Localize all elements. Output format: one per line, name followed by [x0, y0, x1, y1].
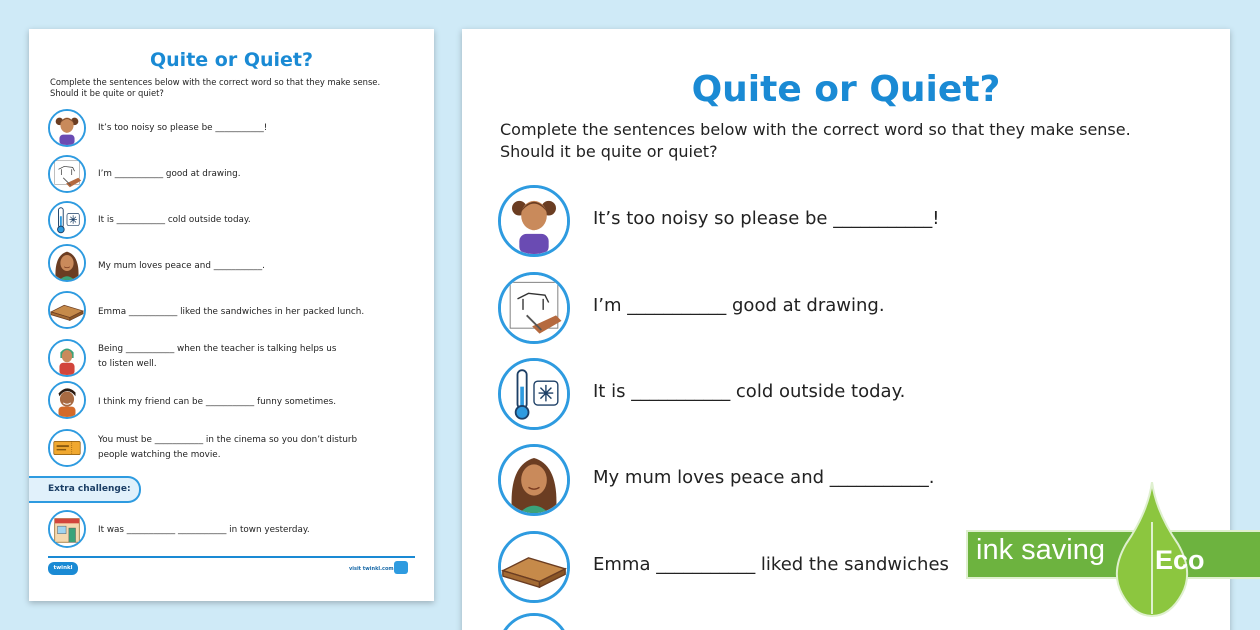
thumbnail-sentence-6: Being ___________ when the teacher is talking helps us to listen well.	[48, 339, 428, 379]
cinema-ticket-icon	[48, 429, 86, 467]
thumbnail-sentence-1: It’s too noisy so please be ___________!	[48, 109, 428, 149]
eco-label: Eco	[1155, 545, 1205, 575]
sentence-2: I’m ___________ good at drawing.	[498, 272, 1198, 348]
sentence-5: Emma ___________ liked the sandwiches	[498, 531, 1198, 607]
thumbnail-extra-sentence: It was ___________ ___________ in town yesterday.	[48, 510, 428, 550]
teacher-icon	[48, 339, 86, 377]
mum-icon	[48, 244, 86, 282]
worksheet-thumbnail[interactable]	[29, 29, 434, 601]
twinkl-logo: twinkl	[48, 562, 78, 575]
ink-saving-text: ink saving	[976, 534, 1105, 566]
girl-shush-icon	[498, 185, 570, 257]
worksheet-title: Quite or Quiet?	[691, 69, 1001, 110]
sandwich-icon	[498, 531, 570, 603]
sandwich-icon	[48, 291, 86, 329]
drawing-icon	[48, 155, 86, 193]
thumbnail-sentence-8: You must be ___________ in the cinema so you don’t disturb people watching the movie.	[48, 429, 428, 469]
thumbnail-sentence-3: It is ___________ cold outside today.	[48, 201, 428, 241]
sentence-3: It is ___________ cold outside today.	[498, 358, 1198, 434]
sentence-1: It’s too noisy so please be ___________!	[498, 185, 1198, 261]
thumbnail-sentence-2: I’m ___________ good at drawing.	[48, 155, 428, 195]
drawing-icon	[498, 272, 570, 344]
thumbnail-instructions: Complete the sentences below with the correct word so that they make sense. Should it be quite or quiet?	[50, 77, 381, 98]
thermometer-icon	[498, 358, 570, 430]
ink-saving-eco-badge	[966, 482, 1260, 630]
teacher-icon	[498, 613, 570, 630]
thumbnail-sentence-4: My mum loves peace and ___________.	[48, 244, 428, 284]
twinkl-badge-icon	[394, 561, 408, 574]
footer-url: visit twinkl.com	[349, 566, 394, 572]
girl-shush-icon	[48, 109, 86, 147]
footer-divider	[48, 556, 415, 558]
extra-challenge-tab: Extra challenge:	[29, 476, 141, 503]
shop-icon	[48, 510, 86, 548]
thumbnail-sentence-5: Emma ___________ liked the sandwiches in her packed lunch.	[48, 291, 428, 331]
mum-icon	[498, 444, 570, 516]
thumbnail-title: Quite or Quiet?	[150, 49, 313, 71]
sentence-4: My mum loves peace and ___________.	[498, 444, 1198, 520]
friend-icon	[48, 381, 86, 419]
thumbnail-sentence-7: I think my friend can be ___________ funny sometimes.	[48, 381, 428, 421]
worksheet-instructions: Complete the sentences below with the correct word so that they make sense. Should it be quite or quiet?	[500, 120, 1131, 161]
thermometer-icon	[48, 201, 86, 239]
